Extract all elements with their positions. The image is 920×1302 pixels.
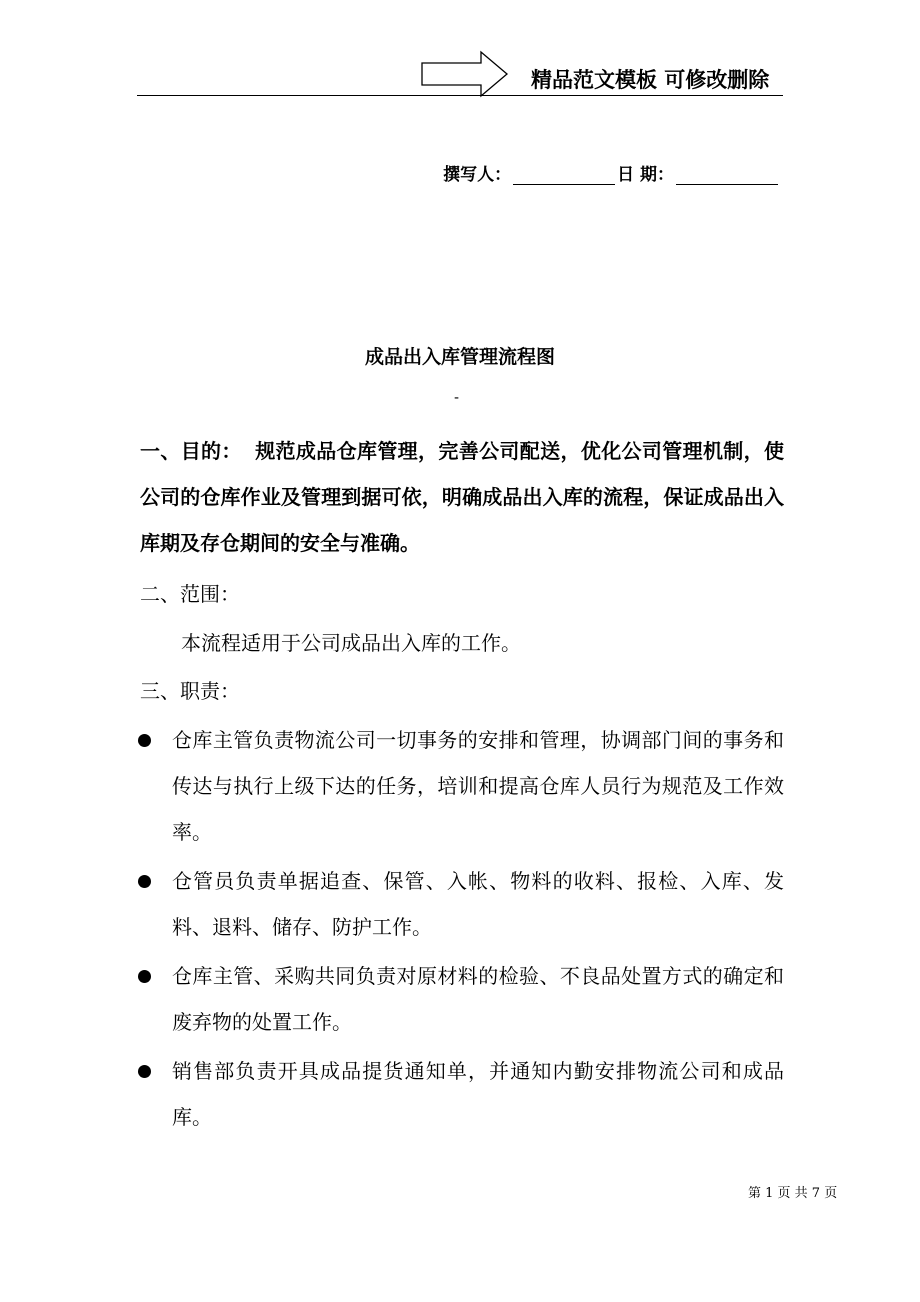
section-purpose (140, 428, 784, 566)
list-item (138, 858, 784, 950)
author-label: 撰写人： (443, 165, 512, 185)
section-duties-heading: 三、职责： (140, 679, 240, 703)
list-item (138, 1048, 784, 1140)
header-divider (137, 95, 783, 96)
list-item (138, 953, 784, 1045)
section-purpose-body: 规范成品仓库管理，完善公司配送，优化公司管理机制，使公司的仓库作业及管理到据可依，明确成品出入库的流程，保证成品出入库期及存仓期间的安全与准确。 (140, 439, 785, 555)
bullet-icon (138, 970, 151, 983)
page-header (137, 50, 783, 98)
dash-mark: - (454, 390, 460, 406)
section-scope-heading: 二、范围： (140, 582, 240, 606)
date-label: 日 期： (617, 165, 674, 185)
right-arrow-icon (421, 50, 509, 98)
bullet-icon (138, 1065, 151, 1078)
author-date-line (443, 160, 780, 185)
author-blank-field (513, 168, 615, 185)
list-item-text: 仓库主管负责物流公司一切事务的安排和管理，协调部门间的事务和传达与执行上级下达的任务，培训和提高仓库人员行为规范及工作效率。 (172, 728, 784, 844)
section-purpose-heading: 一、目的 (140, 439, 222, 463)
list-item-text: 仓管员负责单据追查、保管、入帐、物料的收料、报检、入库、发料、退料、储存、防护工作。 (172, 869, 784, 939)
list-item-text: 仓库主管、采购共同负责对原材料的检验、不良品处置方式的确定和废弃物的处置工作。 (172, 964, 784, 1034)
section-purpose-colon: ： (221, 439, 242, 463)
page-number: 第 1 页 共 7 页 (748, 1186, 838, 1201)
header-text: 精品范文模板 可修改删除 (531, 68, 770, 92)
document-title: 成品出入库管理流程图 (364, 346, 555, 368)
list-item-text: 销售部负责开具成品提货通知单，并通知内勤安排物流公司和成品库。 (172, 1059, 784, 1129)
date-blank-field (676, 168, 778, 185)
list-item (138, 717, 784, 855)
bullet-icon (138, 875, 151, 888)
bullet-icon (138, 734, 151, 747)
duties-list (138, 717, 784, 1143)
section-scope-body: 本流程适用于公司成品出入库的工作。 (181, 631, 521, 655)
